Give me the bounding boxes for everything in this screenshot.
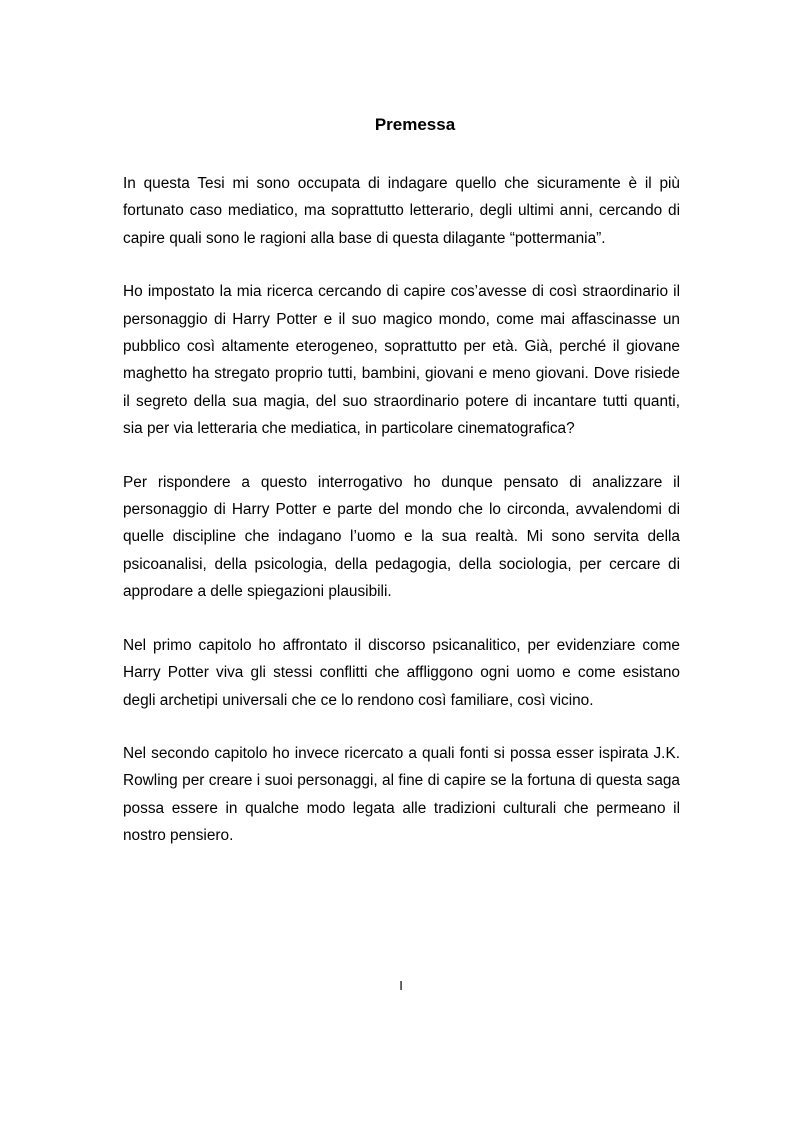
page-title: Premessa (374, 115, 456, 134)
paragraph-1: In questa Tesi mi sono occupata di indagare quello che sicuramente è il più fortunato caso mediatico, ma soprattutto letterario, degli ultimi anni, cercando di capire quali sono le ragioni alla base di questa dilagante “pottermania”. (123, 175, 680, 247)
body-text (123, 170, 680, 876)
paragraph-3: Per rispondere a questo interrogativo ho dunque pensato di analizzare il personaggio di Harry Potter e parte del mondo che lo circonda, avvalendomi di quelle discipline che indagano l’uomo e la sua realtà. Mi sono servita della psicoanalisi, della psicologia, della pedagogia, della sociologia, per cercare di approdare a delle spiegazioni plausibili. (123, 473, 680, 601)
paragraph-2: Ho impostato la mia ricerca cercando di capire cos’avesse di così straordinario il personaggio di Harry Potter e il suo magico mondo, come mai affascinasse un pubblico così altamente eterogeneo, soprattutto per età. Già, perché il giovane maghetto ha stregato proprio tutti, bambini, giovani e meno giovani. Dove risiede il segreto della sua magia, del suo straordinario potere di incantare tutti quanti, sia per via letteraria che mediatica, in particolare cinematografica? (123, 283, 680, 438)
paragraph-4: Nel primo capitolo ho affrontato il discorso psicanalitico, per evidenziare come Harry Potter viva gli stessi conflitti che affliggono ogni uomo e come esistano degli archetipi universali che ce lo rendono così familiare, così vicino. (123, 636, 680, 709)
paragraph-5: Nel secondo capitolo ho invece ricercato a quali fonti si possa esser ispirata J.K. Rowling per creare i suoi personaggi, al fine di capire se la fortuna di questa saga possa essere in qualche modo legata alle tradizioni culturali che permeano il nostro pensiero. (123, 744, 680, 845)
page-number: I (399, 978, 403, 993)
